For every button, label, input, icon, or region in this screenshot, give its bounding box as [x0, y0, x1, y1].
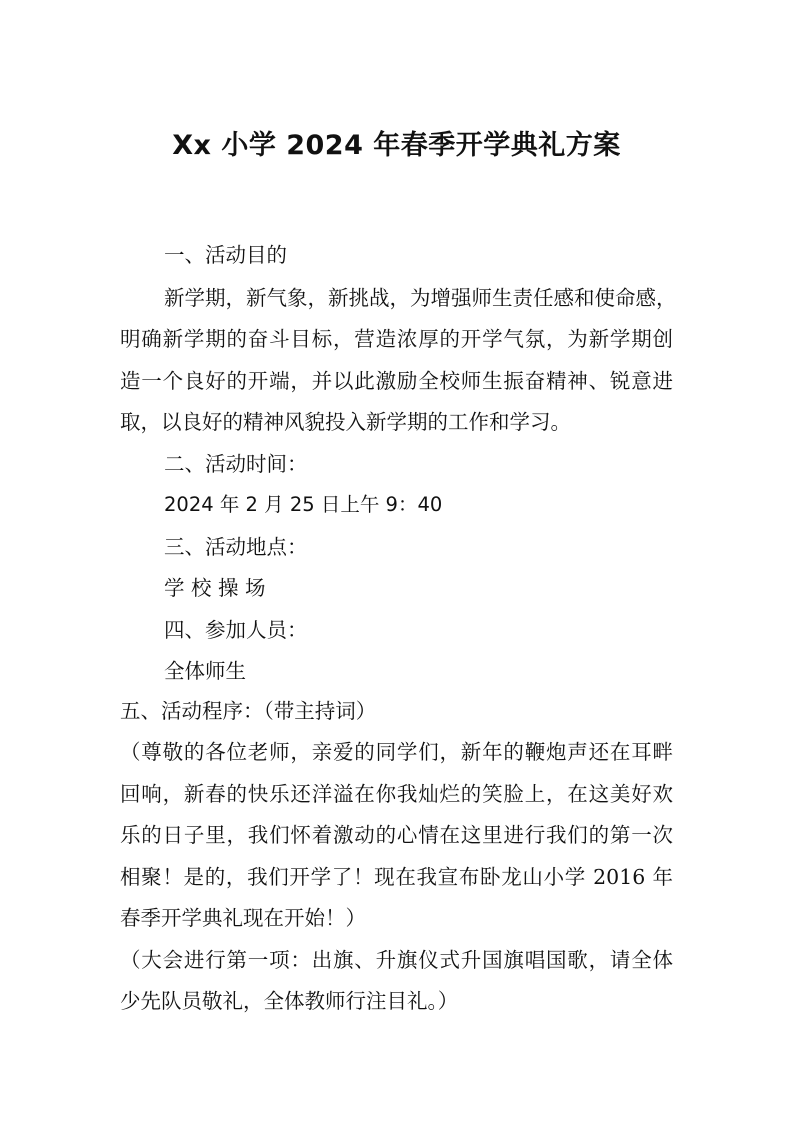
place-value: 学 校 操 场	[164, 576, 266, 600]
paragraph-line: 春季开学典礼现在开始！）	[120, 906, 366, 930]
paragraph-line: （尊敬的各位老师，亲爱的同学们，新年的鞭炮声还在耳畔	[120, 740, 673, 764]
section-heading-purpose: 一、活动目的	[164, 243, 287, 267]
paragraph-line: 明确新学期的奋斗目标，营造浓厚的开学气氛，为新学期创	[120, 327, 673, 351]
paragraph-line: 乐的日子里，我们怀着激动的心情在这里进行我们的第一次	[120, 823, 673, 847]
paragraph-line: 少先队员敬礼，全体教师行注目礼。）	[120, 989, 459, 1013]
section-heading-procedure: 五、活动程序：（带主持词）	[120, 699, 377, 723]
section-heading-participants: 四、参加人员：	[164, 618, 308, 642]
paragraph-line: 回响，新春的快乐还洋溢在你我灿烂的笑脸上，在这美好欢	[120, 782, 673, 806]
paragraph-line: 取，以良好的精神风貌投入新学期的工作和学习。	[120, 410, 571, 434]
paragraph-line: 新学期，新气象，新挑战，为增强师生责任感和使命感，	[164, 286, 677, 310]
time-value: 2024 年 2 月 25 日上午 9：40	[164, 493, 443, 516]
paragraph-line: 造一个良好的开端，并以此激励全校师生振奋精神、锐意进	[120, 369, 673, 393]
participants-value: 全体师生	[164, 659, 246, 683]
paragraph-line: （大会进行第一项：出旗、升旗仪式升国旗唱国歌，请全体	[120, 948, 673, 972]
document-title: Xx 小学 2024 年春季开学典礼方案	[172, 130, 621, 161]
section-heading-time: 二、活动时间：	[164, 452, 308, 476]
paragraph-line: 相聚！是的，我们开学了！现在我宣布卧龙山小学 2016 年	[120, 865, 673, 889]
section-heading-place: 三、活动地点：	[164, 535, 308, 559]
